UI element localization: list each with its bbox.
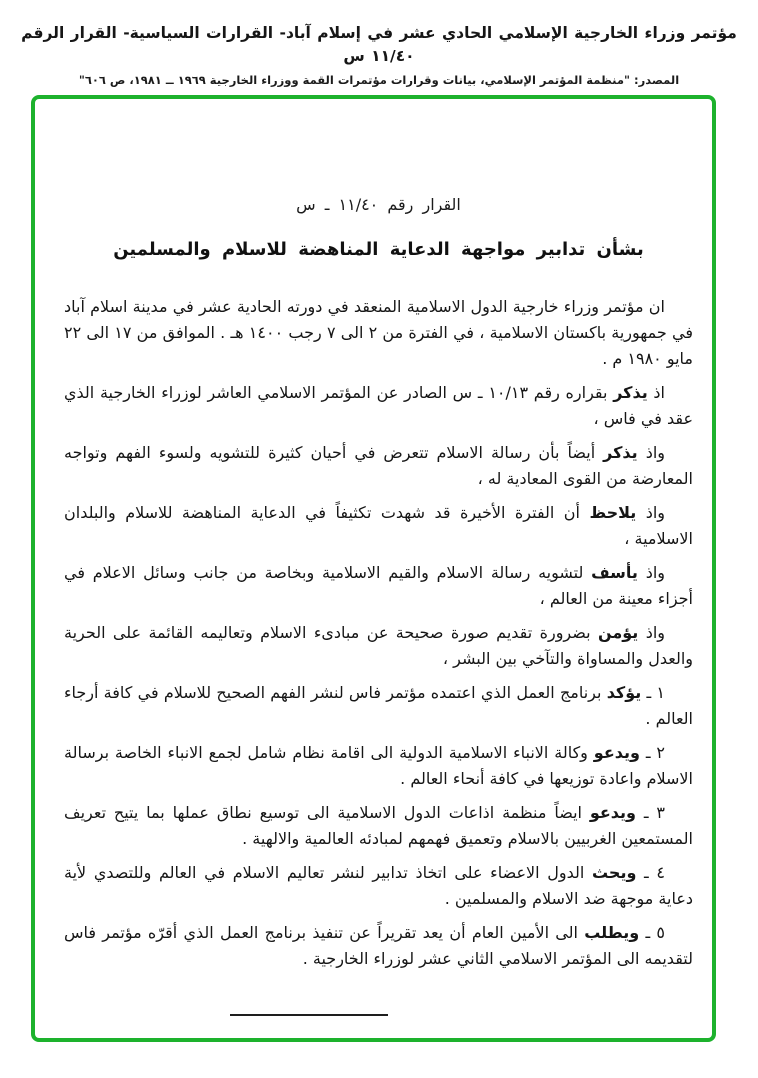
body-paragraph: ان مؤتمر وزراء خارجية الدول الاسلامية المنعقد في دورته الحادية عشر في مدينة اسلام آباد في جمهورية باكستان الاسلامية ، في الفترة من ٢ الى ٧ رجب ١٤٠٠ هـ . الموافق من ١٧ الى ٢٢ مايو ١٩٨٠ م .	[64, 297, 694, 368]
body-paragraph: واذ يؤمن بضرورة تقديم صورة صحيحة عن مبادىء الاسلام وتعاليمه القائمة على الحرية والعدل والمساواة والتآخي بين البشر ،	[64, 623, 693, 668]
body-paragraph: ٤ ـ ويحث الدول الاعضاء على اتخاذ تدابير لنشر تعاليم الاسلام في العالم وللتصدي لأية دعاية موجهة ضد الاسلام والمسلمين .	[64, 863, 693, 908]
green-border-frame	[31, 95, 716, 1042]
body-paragraph: ١ ـ يؤكد برنامج العمل الذي اعتمده مؤتمر فاس لنشر الفهم الصحيح للاسلام في كافة أرجاء العالم .	[64, 683, 693, 728]
document-body	[35, 99, 712, 1038]
paragraph-lead: ويطلب	[584, 923, 640, 942]
body-paragraph: واذ يأسف لتشويه رسالة الاسلام والقيم الاسلامية وبخاصة من جانب وسائل الاعلام في أجزاء معينة من العالم ،	[64, 563, 693, 608]
header-source: المصدر: "منظمة المؤتمر الإسلامي، بيانات وقرارات مؤتمرات القمة ووزراء الخارجية ١٩٦٩ ــ ١٩٨١، ص ٦٠٦"	[78, 72, 680, 87]
body-paragraph: واذ يلاحظ أن الفترة الأخيرة قد شهدت تكثيفاً في الدعاية المناهضة للاسلام والبلدان الاسلامية ،	[64, 503, 693, 548]
body-paragraph: اذ يذكر بقراره رقم ١٠/١٣ ـ س الصادر عن المؤتمر الاسلامي العاشر لوزراء الخارجية الذي عقد في فاس ،	[64, 383, 693, 428]
paragraph-lead: ويدعو	[589, 803, 636, 822]
body-paragraph: ٥ ـ ويطلب الى الأمين العام أن يعد تقريراً عن تنفيذ برنامج العمل الذي أقرّه مؤتمر فاس لتقديمه الى المؤتمر الاسلامي الثاني عشر لوزراء الخارجية .	[64, 923, 693, 968]
body-paragraphs	[64, 294, 693, 972]
body-paragraph: واذ يذكر أيضاً بأن رسالة الاسلام تتعرض في أحيان كثيرة للتشويه ولسوء الفهم وتواجه المعارضة من القوى المعادية له ،	[64, 443, 693, 488]
header-title: مؤتمر وزراء الخارجية الإسلامي الحادي عشر في إسلام آباد- القرارات السياسية- القرار الرقم ١١/٤٠ س	[21, 24, 737, 66]
paragraph-lead: يؤكد	[606, 683, 642, 702]
paragraph-lead: ويدعو	[593, 743, 640, 762]
paragraph-lead: يلاحظ	[589, 503, 637, 522]
paragraph-lead: يذكر	[603, 443, 638, 462]
resolution-number-title: القرار رقم ١١/٤٠ ـ س	[296, 195, 461, 214]
paragraph-lead: ويحث	[591, 863, 637, 882]
paragraph-lead: يأسف	[591, 563, 638, 582]
resolution-subject-title: بشأن تدابير مواجهة الدعاية المناهضة للاسلام والمسلمين	[113, 239, 644, 260]
paragraph-lead: يذكر	[613, 383, 648, 402]
body-paragraph: ٢ ـ ويدعو وكالة الانباء الاسلامية الدولية الى اقامة نظام شامل لجمع الانباء الخاصة برسالة الاسلام واعادة توزيعها في كافة أنحاء العالم .	[64, 743, 693, 788]
document-header	[0, 22, 758, 87]
closing-divider	[230, 1014, 388, 1016]
body-paragraph: ٣ ـ ويدعو ايضاً منظمة اذاعات الدول الاسلامية الى توسيع نطاق عملها بما يتيح تعريف المستمعين الغربيين بالاسلام وتعميق فهمهم لمبادئه العالمية والالهية .	[64, 803, 693, 848]
paragraph-lead: يؤمن	[597, 623, 639, 642]
